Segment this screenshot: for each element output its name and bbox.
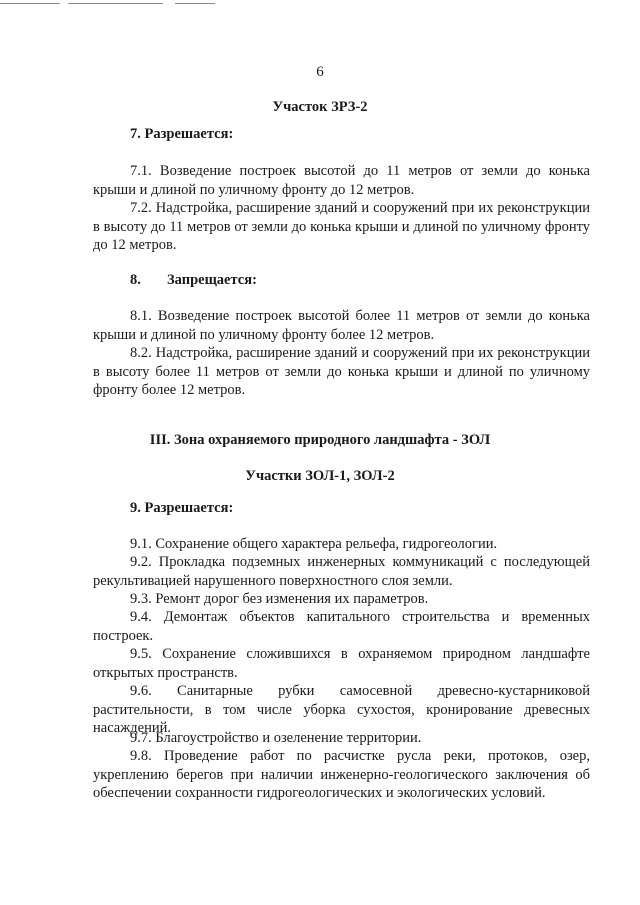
- clause-8-1: 8.1. Возведение построек высотой более 11 метров от земли до конька крыши и длиной по уличному фронту более 12 метров.: [93, 308, 590, 343]
- clause-8-number: 8.: [130, 272, 141, 288]
- clause-9-7: 9.7. Благоустройство и озеленение территории.: [130, 730, 422, 746]
- clause-9-6: 9.6. Санитарные рубки самосевной древесно-кустарниковой растительности, в том числе уборка сухостоя, кронирование древесных насаждений.: [93, 683, 590, 736]
- clause-8-label: Запрещается:: [167, 272, 257, 288]
- zone-heading-zol: III. Зона охраняемого природного ландшафта - ЗОЛ: [149, 432, 491, 448]
- scan-edge-mark: [0, 3, 60, 4]
- clause-8-2: 8.2. Надстройка, расширение зданий и сооружений при их реконструкции в высоту более 11 метров от земли до конька крыши и длиной по уличному фронту более 12 метров.: [93, 345, 590, 398]
- clause-9-8: 9.8. Проведение работ по расчистке русла реки, протоков, озер, укреплению берегов при наличии инженерно-геологического заключения об обеспечении сохранности гидрогеологических и экологических условий.: [93, 748, 590, 801]
- clause-8-title: [130, 272, 257, 289]
- scan-edge-mark: [68, 3, 163, 4]
- section-heading-zol: Участки ЗОЛ-1, ЗОЛ-2: [245, 468, 395, 484]
- section-heading-zrz2: Участок ЗРЗ-2: [272, 99, 368, 115]
- scan-edge-mark: [175, 3, 215, 4]
- clause-9-2: 9.2. Прокладка подземных инженерных коммуникаций с последующей рекультивацией нарушенного поверхностного слоя земли.: [93, 554, 590, 589]
- clause-7-title: 7. Разрешается:: [130, 126, 234, 142]
- clause-9-title: 9. Разрешается:: [130, 500, 234, 516]
- clause-9-5: 9.5. Сохранение сложившихся в охраняемом природном ландшафте открытых пространств.: [93, 646, 590, 681]
- clause-7-2: 7.2. Надстройка, расширение зданий и сооружений при их реконструкции в высоту до 11 метров от земли до конька крыши и длиной по уличному фронту до 12 метров.: [93, 200, 590, 253]
- page-number: 6: [316, 64, 324, 80]
- clause-9-1: 9.1. Сохранение общего характера рельефа, гидрогеологии.: [130, 536, 498, 552]
- clause-7-1: 7.1. Возведение построек высотой до 11 метров от земли до конька крыши и длиной по уличному фронту до 12 метров.: [93, 163, 590, 198]
- clause-9-3: 9.3. Ремонт дорог без изменения их параметров.: [130, 591, 429, 607]
- clause-9-4: 9.4. Демонтаж объектов капитального строительства и временных построек.: [93, 609, 590, 644]
